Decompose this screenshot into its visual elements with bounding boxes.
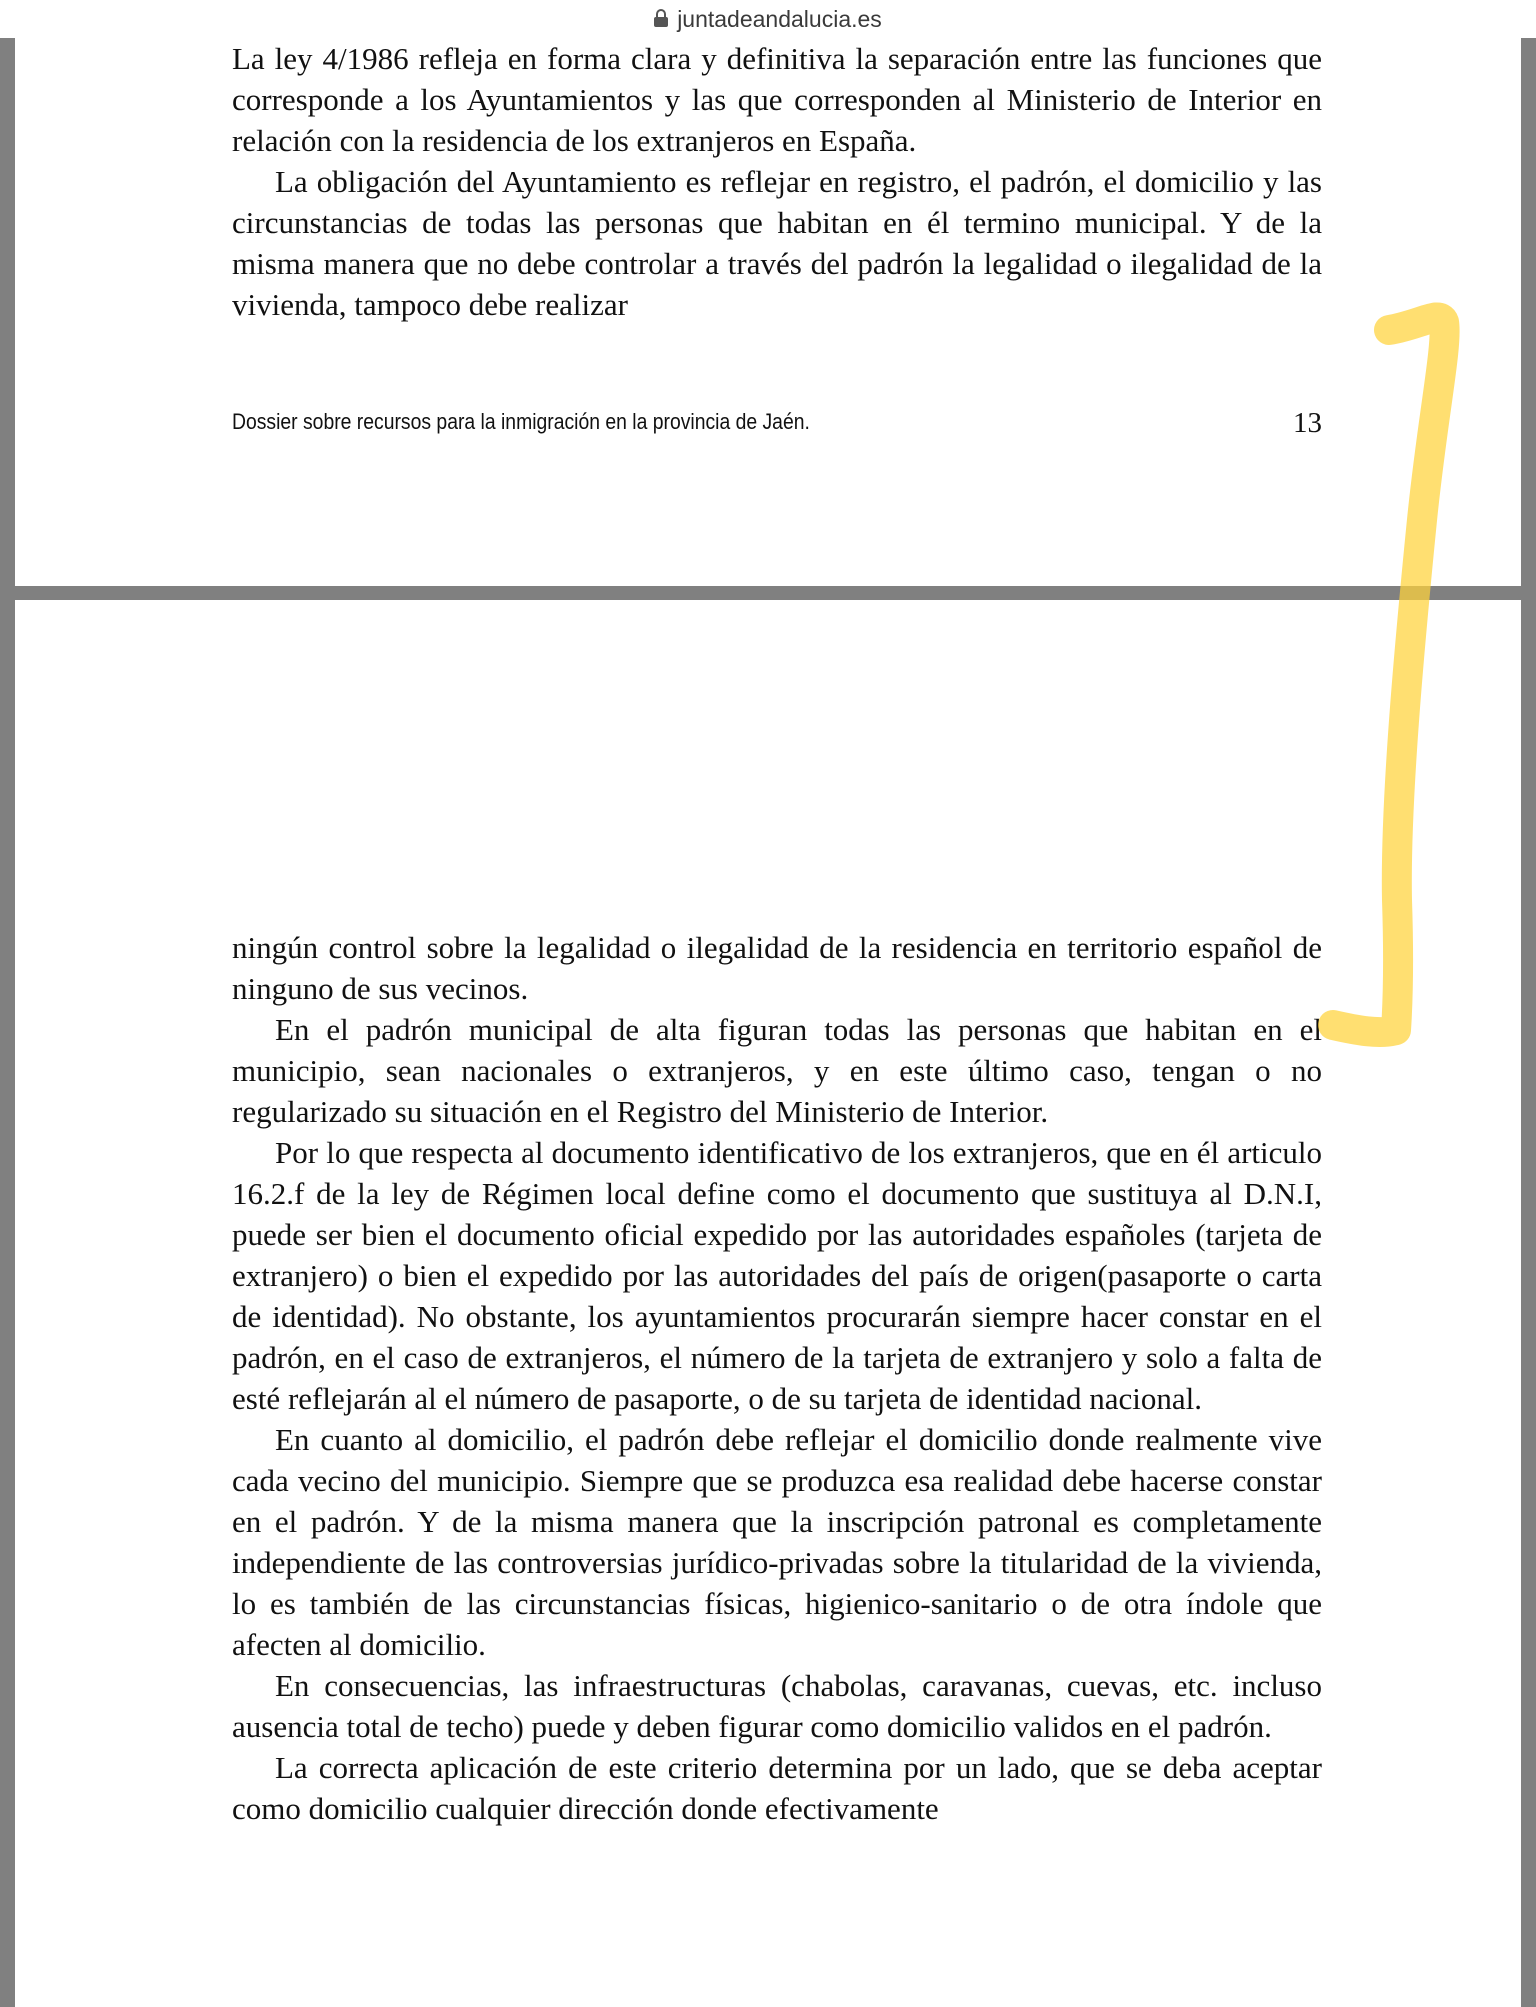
page-body-text (232, 38, 1322, 325)
paragraph: En consecuencias, las infraestructuras (chabolas, caravanas, cuevas, etc. incluso ausencia total de techo) puede y deben figurar como domicilio validos en el padrón. (232, 1668, 1322, 1744)
paragraph: La obligación del Ayuntamiento es reflejar en registro, el padrón, el domicilio y las circunstancias de todas las personas que habitan en él termino municipal. Y de la misma manera que no debe controlar a través del padrón la legalidad o ilegalidad de la vivienda, tampoco debe realizar (232, 164, 1322, 322)
lock-icon (654, 9, 668, 27)
paragraph: En el padrón municipal de alta figuran todas las personas que habitan en el municipio, sean nacionales o extranjeros, y en este último caso, tengan o no regularizado su situación en el Registro del Ministerio de Interior. (232, 1012, 1322, 1129)
document-page-14 (15, 600, 1521, 2007)
page-body-text (232, 927, 1322, 1829)
paragraph: En cuanto al domicilio, el padrón debe reflejar el domicilio donde realmente vive cada vecino del municipio. Siempre que se produzca esa realidad debe hacerse constar en el padrón. Y de la misma manera que la inscripción patronal es completamente independiente de las controversias jurídico-privadas sobre la titularidad de la vivienda, lo es también de las circunstancias físicas, higienico-sanitario o de otra índole que afecten al domicilio. (232, 1422, 1322, 1662)
document-page-13 (15, 38, 1521, 586)
url-text[interactable]: juntadeandalucia.es (677, 5, 882, 32)
paragraph: ningún control sobre la legalidad o ilegalidad de la residencia en territorio español de ninguno de sus vecinos. (232, 930, 1322, 1006)
paragraph: La correcta aplicación de este criterio determina por un lado, que se deba aceptar como domicilio cualquier dirección donde efectivamente (232, 1750, 1322, 1826)
paragraph: La ley 4/1986 refleja en forma clara y definitiva la separación entre las funciones que corresponde a los Ayuntamientos y las que corresponden al Ministerio de Interior en relación con la residencia de los extranjeros en España. (232, 41, 1322, 158)
page-footer-title: Dossier sobre recursos para la inmigración en la provincia de Jaén. (232, 409, 810, 434)
paragraph: Por lo que respecta al documento identificativo de los extranjeros, que en él articulo 16.2.f de la ley de Régimen local define como el documento que sustituya al D.N.I, puede ser bien el documento oficial expedido por las autoridades españoles (tarjeta de extranjero) o bien el expedido por las autoridades del país de origen(pasaporte o carta de identidad). No obstante, los ayuntamientos procurarán siempre hacer constar en el padrón, en el caso de extranjeros, el número de la tarjeta de extranjero y solo a falta de esté reflejarán al el número de pasaporte, o de su tarjeta de identidad nacional. (232, 1135, 1322, 1416)
page-number: 13 (1293, 407, 1322, 439)
browser-url-bar[interactable] (0, 0, 1536, 38)
